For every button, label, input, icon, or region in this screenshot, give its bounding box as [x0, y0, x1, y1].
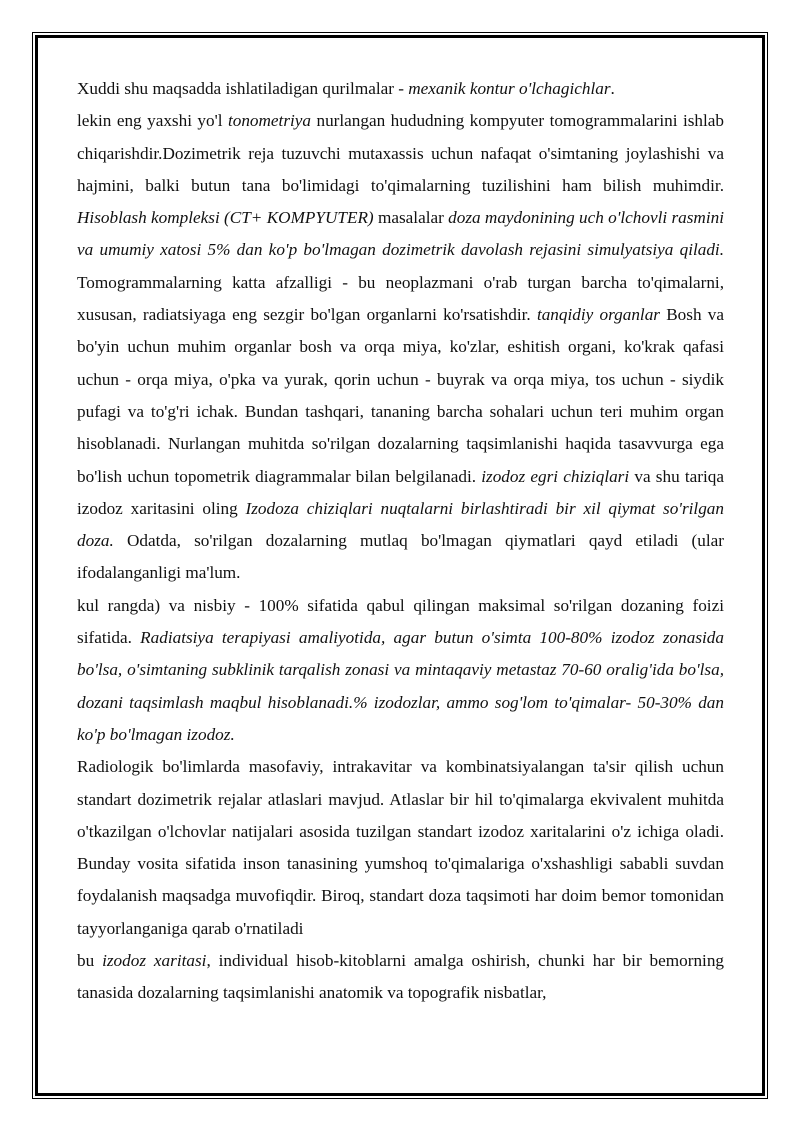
paragraph	[77, 590, 724, 751]
italic-text-run: Izodoza chiziqlari nuqtalarni birlashtiradi bir xil qiymat so'rilgan doza.	[77, 498, 724, 551]
text-run: va shu tariqa izodoz xaritasini oling	[77, 466, 724, 518]
text-run: Xuddi shu maqsadda ishlatiladigan qurilmalar -	[77, 79, 409, 98]
text-run: Tomogrammalarning katta afzalligi - bu neoplazmani o'rab turgan barcha to'qimalarni, xususan, radiatsiyaga eng sezgir bo'lgan organlarni ko'rsatishdir.	[77, 272, 724, 325]
text-run: Odatda, so'rilgan dozalarning mutlaq bo'lmagan qiymatlari qayd etiladi (ular ifodalanganligi ma'lum.	[77, 531, 724, 583]
italic-text-run: doza maydonining uch o'lchovli rasmini va umumiy xatosi 5% dan ko'p bo'lmagan dozimetrik davolash rejasini simulyatsiya qiladi.	[77, 208, 724, 260]
document-body	[77, 73, 724, 1010]
text-run: Bosh va bo'yin uchun muhim organlar bosh va orqa miya, ko'zlar, eshitish organi, ko'krak qafasi uchun - orqa miya, o'pka va yurak, qorin uchun - buyrak va orqa miya, tos uchun - siydik pufagi va to'g'ri ichak. Bundan tashqari, tananing barcha sohalari uchun teri muhim organ hisoblanadi. Nurlangan muhitda so'rilgan dozalarning taqsimlanishi haqida tasavvurga ega bo'lish uchun topometrik diagrammalar bilan belgilanadi.	[77, 305, 724, 486]
text-run: .	[610, 79, 615, 98]
italic-text-run: izodoz egri chiziqlari	[481, 466, 630, 486]
italic-text-run: izodoz xaritasi	[102, 951, 207, 971]
paragraph	[77, 105, 724, 589]
paragraph	[77, 73, 724, 105]
text-run: lekin eng yaxshi yo'l	[77, 111, 228, 131]
italic-text-run: mexanik kontur o'lchagichlar	[408, 79, 611, 98]
italic-text-run: Radiatsiya terapiyasi amaliyotida, agar butun o'simta 100-80% izodoz zonasida bo'lsa, o'simtaning subklinik tarqalish zonasi va mintaqaviy metastaz 70-60 oralig'ida bo'lsa, dozani taqsimlash maqbul hisoblanadi.% izodozlar, ammo sog'lom to'qimalar- 50-30% dan ko'p bo'lmagan izodoz.	[77, 628, 724, 744]
italic-text-run: Hisoblash kompleksi (CT+ KOMPYUTER)	[77, 208, 374, 228]
text-run: bu	[77, 951, 103, 971]
italic-text-run: tonometriya	[227, 111, 312, 131]
text-run: , individual hisob-kitoblarni amalga oshirish, chunki har bir bemorning tanasida dozalarning taqsimlanishi anatomik va topografik nisbatlar,	[77, 951, 725, 1003]
paragraph	[77, 751, 724, 945]
text-run: nurlangan hududning kompyuter tomogrammalarini ishlab chiqarishdir.Dozimetrik reja tuzuvchi mutaxassis uchun nafaqat o'simtaning joylashishi va hajmini, balki butun tana bo'limidagi to'qimalarning tuzilishini ham bilish muhimdir.	[77, 111, 724, 195]
text-run: masalalar	[373, 208, 449, 228]
paragraph	[77, 945, 724, 1010]
text-run: kul rangda) va nisbiy - 100% sifatida qabul qilingan maksimal so'rilgan dozaning foizi sifatida.	[77, 595, 724, 648]
text-run: Radiologik bo'limlarda masofaviy, intrakavitar va kombinatsiyalangan ta'sir qilish uchun standart dozimetrik rejalar atlaslari mavjud. Atlaslar bir hil to'qimalarga ekvivalent muhitda o'tkazilgan o'lchovlar natijalari asosida tuzilgan standart izodoz xaritalarini o'z ichiga oladi. Bunday vosita sifatida inson tanasining yumshoq to'qimalariga o'xshashligi sababli suvdan foydalanish maqsadga muvofiqdir. Biroq, standart doza taqsimoti har doim bemor tomonidan tayyorlanganiga qarab o'rnatiladi	[77, 757, 724, 938]
italic-text-run: tanqidiy organlar	[536, 305, 660, 325]
